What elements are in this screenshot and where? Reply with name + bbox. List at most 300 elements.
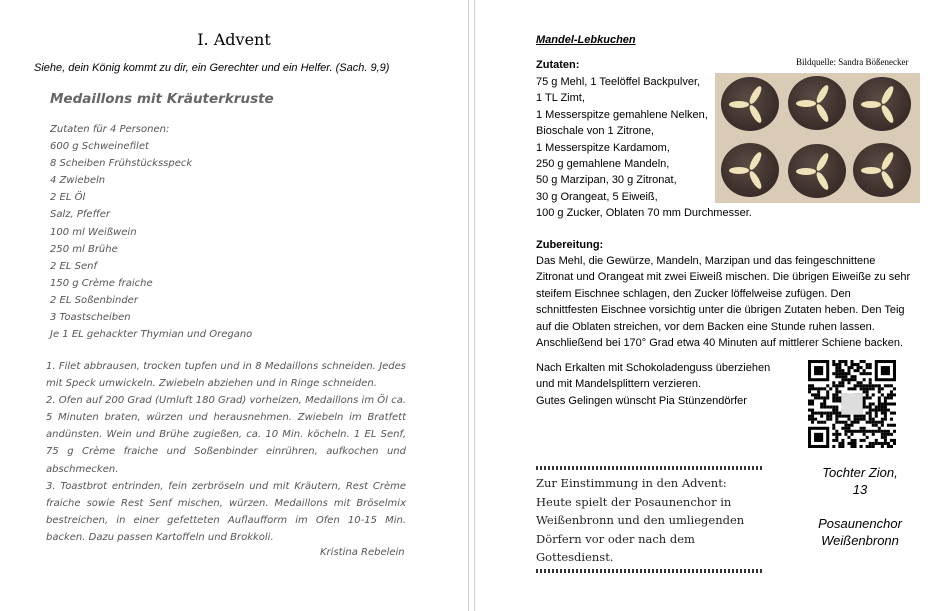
qr-module <box>869 378 872 381</box>
qr-module <box>832 412 835 415</box>
ingredient: 2 EL Soßenbinder <box>50 294 138 306</box>
qr-module <box>890 418 893 421</box>
qr-module <box>887 402 890 405</box>
qr-module <box>835 421 838 424</box>
ingredient: 3 Toastscheiben <box>50 312 131 324</box>
qr-module <box>863 402 866 405</box>
qr-module <box>820 387 823 390</box>
qr-module <box>835 415 838 418</box>
qr-module <box>860 360 863 363</box>
qr-module <box>881 366 890 375</box>
cookie <box>853 143 911 197</box>
qr-module <box>863 369 866 372</box>
qr-module <box>863 430 866 433</box>
qr-module <box>872 445 875 448</box>
qr-module <box>857 363 860 366</box>
qr-module <box>847 442 850 445</box>
qr-module <box>835 409 838 412</box>
qr-module <box>808 384 811 387</box>
qr-module <box>832 399 835 402</box>
qr-module <box>823 402 826 405</box>
qr-module <box>869 415 872 418</box>
almond <box>861 167 881 174</box>
qr-module <box>860 418 863 421</box>
qr-module <box>832 427 835 430</box>
preparation-text: Das Mehl, die Gewürze, Mandeln, Marzipan und das feingeschnittene Zitronat und Orangeat mit zwei Eiweiß mischen. Die übrigen Eiweiße zu sehr steifem Eischnee schlagen, den Zucker löffelweise zufügen. Den schnittfesten Eischnee vorsichtig unter die übrigen Zutaten heben. Den Teig auf die Oblaten streichen, vor dem Backen eine Stunde ruhen lassen. Anschließend bei 170° Grad etwa 40 Minuten auf mittlerer Schiene backen. <box>536 255 911 350</box>
qr-module <box>847 418 850 421</box>
qr-module <box>850 363 853 366</box>
almond <box>814 152 830 173</box>
qr-module <box>890 445 893 448</box>
almond <box>747 151 763 172</box>
qr-module <box>847 366 850 369</box>
qr-module <box>890 396 893 399</box>
bible-verse: Siehe, dein König kommt zu dir, ein Gerechter und ein Helfer. (Sach. 9,9) <box>34 62 390 74</box>
qr-module <box>814 396 817 399</box>
qr-module <box>869 442 872 445</box>
qr-module <box>860 384 863 387</box>
qr-module <box>872 384 875 387</box>
qr-module <box>835 366 838 369</box>
qr-module <box>878 442 881 445</box>
qr-module <box>887 433 890 436</box>
qr-module <box>884 396 887 399</box>
qr-module <box>832 424 835 427</box>
qr-module <box>866 363 869 366</box>
qr-module <box>826 418 829 421</box>
qr-module <box>850 439 853 442</box>
qr-module <box>811 399 814 402</box>
qr-module <box>869 366 872 369</box>
qr-module <box>838 396 841 399</box>
qr-module <box>817 396 820 399</box>
qr-module <box>866 406 869 409</box>
qr-module <box>869 412 872 415</box>
qr-module <box>811 421 814 424</box>
qr-module <box>857 415 860 418</box>
qr-module <box>835 418 838 421</box>
qr-module <box>881 424 884 427</box>
qr-module <box>884 433 887 436</box>
qr-module <box>881 387 884 390</box>
closing-text <box>536 360 770 409</box>
qr-module <box>872 402 875 405</box>
qr-module <box>884 412 887 415</box>
qr-module <box>866 387 869 390</box>
qr-module <box>866 436 869 439</box>
qr-module <box>878 384 881 387</box>
qr-code[interactable] <box>808 360 896 448</box>
preparation-label: Zubereitung: <box>536 239 604 251</box>
qr-module <box>872 387 875 390</box>
qr-module <box>814 433 823 442</box>
qr-module <box>893 439 896 442</box>
qr-module <box>808 409 811 412</box>
ingredient: 1 Messerspitze gemahlene Nelken, <box>536 108 708 121</box>
qr-module <box>881 393 884 396</box>
qr-module <box>872 433 875 436</box>
qr-module <box>872 430 875 433</box>
qr-module <box>835 406 838 409</box>
qr-module <box>878 430 881 433</box>
qr-module <box>875 439 878 442</box>
closing-line: Nach Erkalten mit Schokoladenguss überziehen <box>536 362 771 374</box>
almond <box>796 168 816 175</box>
qr-module <box>854 418 857 421</box>
qr-module <box>838 412 841 415</box>
qr-module <box>832 445 835 448</box>
qr-module <box>881 418 884 421</box>
qr-module <box>835 439 838 442</box>
qr-module <box>887 409 890 412</box>
qr-module <box>838 445 841 448</box>
qr-module <box>850 421 853 424</box>
qr-module <box>844 421 847 424</box>
qr-module <box>854 384 857 387</box>
qr-module <box>860 439 863 442</box>
recipe-title: Mandel-Lebkuchen <box>536 34 636 46</box>
qr-module <box>817 412 820 415</box>
qr-module <box>890 393 893 396</box>
qr-module <box>844 433 847 436</box>
qr-module <box>844 372 847 375</box>
qr-module <box>844 378 847 381</box>
qr-module <box>884 406 887 409</box>
ingredient: Zutaten für 4 Personen: <box>50 124 170 135</box>
qr-module <box>823 399 826 402</box>
qr-module <box>875 430 878 433</box>
qr-module <box>866 384 869 387</box>
qr-module <box>887 424 890 427</box>
qr-module <box>854 369 857 372</box>
qr-module <box>838 421 841 424</box>
qr-module <box>872 393 875 396</box>
recipe-steps <box>46 358 406 546</box>
qr-module <box>869 445 872 448</box>
qr-module <box>869 406 872 409</box>
qr-module <box>887 384 890 387</box>
qr-module <box>826 396 829 399</box>
qr-module <box>811 415 814 418</box>
qr-module <box>841 369 844 372</box>
qr-module <box>808 415 811 418</box>
almond <box>879 85 895 106</box>
qr-module <box>863 399 866 402</box>
qr-module <box>884 384 887 387</box>
ingredient: 8 Scheiben Frühstücksspeck <box>50 158 193 170</box>
qr-module <box>841 360 844 363</box>
ingredient: Salz, Pfeffer <box>50 209 111 221</box>
image-caption: Bildquelle: Sandra Bößenecker <box>796 57 909 67</box>
qr-module <box>841 378 844 381</box>
qr-module <box>869 372 872 375</box>
qr-module <box>811 418 814 421</box>
qr-module <box>863 378 866 381</box>
qr-module <box>854 378 857 381</box>
qr-module <box>835 387 838 390</box>
qr-module <box>808 387 811 390</box>
qr-module <box>869 421 872 424</box>
qr-module <box>872 409 875 412</box>
qr-module <box>841 381 844 384</box>
qr-module <box>854 445 857 448</box>
qr-module <box>881 442 884 445</box>
qr-module <box>820 412 823 415</box>
qr-module <box>881 433 884 436</box>
qr-module <box>881 409 884 412</box>
qr-module <box>841 393 862 414</box>
qr-module <box>878 399 881 402</box>
song-number: 13 <box>852 482 868 497</box>
qr-module <box>854 421 857 424</box>
qr-module <box>893 424 896 427</box>
qr-module <box>854 363 857 366</box>
almond <box>814 103 830 124</box>
qr-module <box>844 415 847 418</box>
qr-module <box>878 390 881 393</box>
qr-module <box>884 409 887 412</box>
ingredient: 100 g Zucker, Oblaten 70 mm Durchmesser. <box>536 207 752 220</box>
qr-module <box>887 393 890 396</box>
qr-module <box>863 427 866 430</box>
qr-module <box>838 369 841 372</box>
qr-module <box>841 445 844 448</box>
qr-module <box>844 363 847 366</box>
qr-module <box>838 399 841 402</box>
qr-module <box>878 396 881 399</box>
qr-module <box>823 387 826 390</box>
qr-module <box>881 421 884 424</box>
qr-module <box>866 366 869 369</box>
qr-module <box>863 372 866 375</box>
qr-module <box>829 415 832 418</box>
qr-module <box>820 421 823 424</box>
announcement-text: Zur Einstimmung in den Advent: Heute spielt der Posaunenchor in Weißenbronn und den umliegenden Dörfern vor oder nach dem Gottesdienst. <box>536 476 745 565</box>
qr-module <box>829 387 832 390</box>
qr-module <box>869 430 872 433</box>
qr-module <box>832 439 835 442</box>
qr-module <box>854 387 857 390</box>
qr-module <box>860 430 863 433</box>
ingredient: 250 g gemahlene Mandeln, <box>536 158 670 171</box>
qr-module <box>893 393 896 396</box>
almond <box>879 104 895 125</box>
qr-module <box>808 402 811 405</box>
qr-module <box>881 430 884 433</box>
qr-module <box>838 366 841 369</box>
qr-module <box>857 381 860 384</box>
almond <box>747 85 763 106</box>
step: 2. Ofen auf 200 Grad (Umluft 180 Grad) vorheizen, Medaillons im Öl ca. 5 Minuten braten, würzen und herausnehmen. Zwiebeln im Bratfett andünsten. Wein und Brühe zugießen, ca. 10 Min. köcheln. 1 EL Senf, 75 g Crème fraiche und Soßenbinder einrühren, aufkochen und abschmecken. <box>46 395 406 475</box>
qr-module <box>890 412 893 415</box>
qr-module <box>869 396 872 399</box>
qr-module <box>890 433 893 436</box>
qr-module <box>814 412 817 415</box>
qr-module <box>844 424 847 427</box>
ingredients-list <box>50 121 252 343</box>
qr-module <box>866 393 869 396</box>
qr-module <box>863 406 866 409</box>
qr-module <box>835 363 838 366</box>
qr-module <box>850 433 853 436</box>
qr-module <box>847 427 850 430</box>
qr-module <box>835 430 838 433</box>
almond <box>814 84 830 105</box>
qr-module <box>841 384 844 387</box>
almond <box>729 101 749 108</box>
qr-module <box>850 430 853 433</box>
qr-module <box>863 415 866 418</box>
qr-module <box>869 381 872 384</box>
qr-module <box>893 387 896 390</box>
ingredient: 2 EL Öl <box>50 192 86 204</box>
qr-module <box>826 415 829 418</box>
qr-module <box>866 372 869 375</box>
qr-module <box>869 409 872 412</box>
almond <box>747 170 763 191</box>
almond <box>729 167 749 174</box>
qr-module <box>826 390 829 393</box>
qr-module <box>881 436 884 439</box>
qr-module <box>881 406 884 409</box>
song-reference <box>800 464 920 498</box>
qr-module <box>850 424 853 427</box>
qr-module <box>832 396 835 399</box>
qr-module <box>866 412 869 415</box>
cookie <box>788 76 846 130</box>
qr-module <box>850 366 853 369</box>
qr-module <box>869 384 872 387</box>
qr-module <box>860 366 863 369</box>
qr-module <box>860 372 863 375</box>
qr-module <box>844 360 847 363</box>
qr-module <box>890 390 893 393</box>
qr-module <box>850 378 853 381</box>
qr-module <box>893 430 896 433</box>
qr-module <box>811 409 814 412</box>
qr-module <box>884 399 887 402</box>
qr-module <box>850 375 853 378</box>
qr-module <box>850 360 853 363</box>
qr-module <box>832 406 835 409</box>
qr-module <box>838 381 841 384</box>
qr-module <box>875 406 878 409</box>
qr-module <box>881 402 884 405</box>
qr-module <box>847 381 850 384</box>
qr-module <box>850 442 853 445</box>
qr-module <box>835 433 838 436</box>
qr-module <box>817 421 820 424</box>
qr-module <box>847 372 850 375</box>
qr-module <box>857 430 860 433</box>
qr-module <box>860 427 863 430</box>
qr-module <box>841 439 844 442</box>
qr-module <box>811 402 814 405</box>
qr-module <box>814 366 823 375</box>
qr-module <box>866 390 869 393</box>
qr-module <box>841 375 844 378</box>
qr-module <box>847 430 850 433</box>
qr-module <box>884 430 887 433</box>
qr-module <box>820 402 823 405</box>
qr-module <box>811 393 814 396</box>
qr-module <box>814 393 817 396</box>
qr-module <box>826 412 829 415</box>
qr-module <box>869 418 872 421</box>
ingredient: Bioschale von 1 Zitrone, <box>536 125 655 138</box>
qr-module <box>838 415 841 418</box>
qr-module <box>832 360 835 363</box>
ingredient: 600 g Schweinefilet <box>50 141 149 153</box>
qr-module <box>835 399 838 402</box>
qr-module <box>875 424 878 427</box>
qr-module <box>860 387 863 390</box>
ingredient: Je 1 EL gehackter Thymian und Oregano <box>50 329 253 341</box>
qr-module <box>808 418 811 421</box>
qr-module <box>878 427 881 430</box>
qr-module <box>857 418 860 421</box>
qr-module <box>878 402 881 405</box>
qr-module <box>832 393 835 396</box>
qr-module <box>872 418 875 421</box>
qr-module <box>844 430 847 433</box>
qr-module <box>823 406 826 409</box>
qr-module <box>866 421 869 424</box>
qr-module <box>860 415 863 418</box>
qr-module <box>878 421 881 424</box>
page-divider <box>468 0 469 611</box>
qr-module <box>884 402 887 405</box>
qr-module <box>823 396 826 399</box>
qr-module <box>847 387 850 390</box>
qr-module <box>832 372 835 375</box>
cookie <box>788 144 846 198</box>
author-signature: Kristina Rebelein <box>320 547 405 558</box>
ingredient: 4 Zwiebeln <box>50 175 106 187</box>
qr-module <box>841 442 844 445</box>
qr-module <box>863 396 866 399</box>
qr-module <box>872 442 875 445</box>
qr-module <box>838 363 841 366</box>
qr-module <box>869 363 872 366</box>
qr-module <box>835 412 838 415</box>
cookie <box>853 77 911 131</box>
qr-module <box>838 360 841 363</box>
qr-module <box>887 442 890 445</box>
ingredient: 30 g Orangeat, 5 Eiweiß, <box>536 190 658 203</box>
qr-module <box>881 412 884 415</box>
qr-module <box>817 393 820 396</box>
qr-module <box>884 415 887 418</box>
qr-module <box>866 430 869 433</box>
cookie <box>721 77 779 131</box>
qr-module <box>854 430 857 433</box>
qr-module <box>823 412 826 415</box>
qr-module <box>841 415 844 418</box>
qr-module <box>838 372 841 375</box>
qr-module <box>884 442 887 445</box>
qr-module <box>875 384 878 387</box>
closing-line: Gutes Gelingen wünscht Pia Stünzendörfer <box>536 394 747 407</box>
qr-module <box>860 445 863 448</box>
qr-module <box>850 445 853 448</box>
qr-module <box>832 384 835 387</box>
ingredient: 50 g Marzipan, 30 g Zitronat, <box>536 174 677 187</box>
qr-module <box>860 381 863 384</box>
qr-module <box>863 360 866 363</box>
qr-module <box>832 409 835 412</box>
cookie <box>721 143 779 197</box>
